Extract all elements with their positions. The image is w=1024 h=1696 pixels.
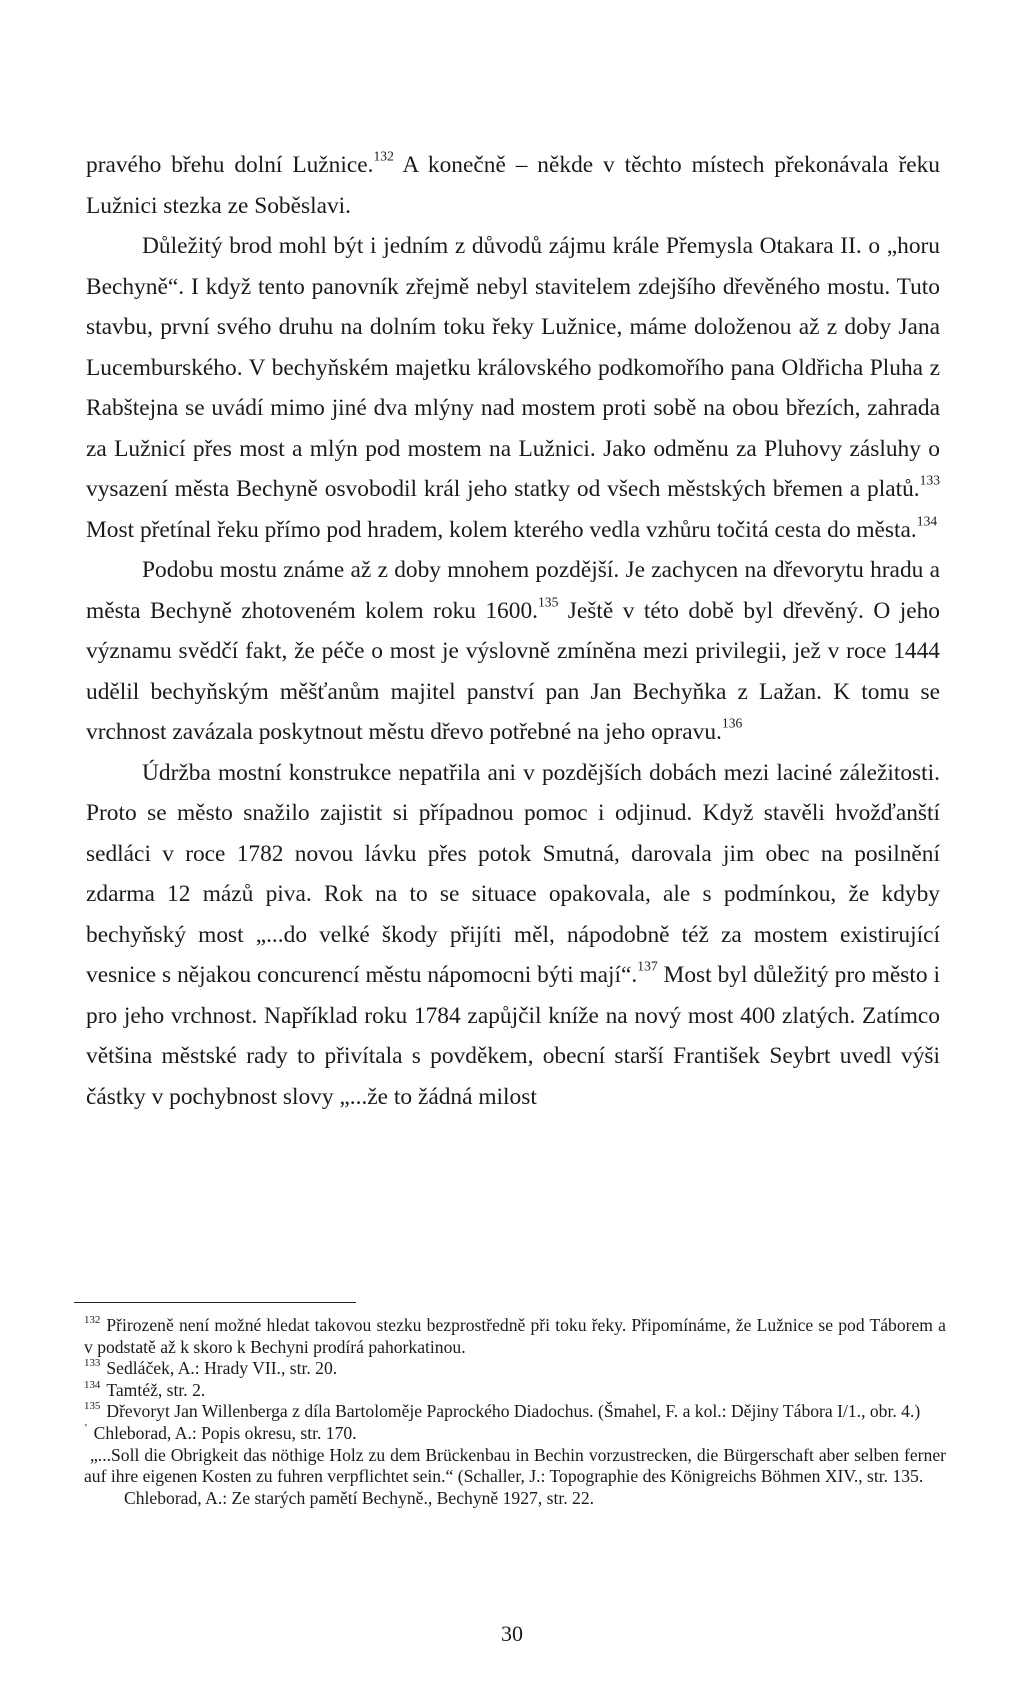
paragraph-1 (86, 145, 940, 226)
footnote-mark: 135 (84, 1400, 101, 1413)
footnote (84, 1315, 946, 1358)
footnote-mark: 133 (84, 1357, 101, 1370)
paragraph-text: Most byl důležitý pro město i pro jeho vrchnost. Například roku 1784 zapůjčil kníže na nový most 400 zlatých. Zatímco většina městské rady to přivítala s povděkem, obecní starší František Seybrt uvedl výši částky v pochybnost slovy „...že to žádná milost (86, 962, 941, 1110)
footnote-reference: 137 (637, 958, 658, 974)
footnote-text: „...Soll die Obrigkeit das nöthige Holz zu dem Brückenbau in Bechin vorzustrecken, die Bürgerschaft aber selben ferner auf ihre eigenen Kosten zu fuhren verpflichtet sein.“ (Schaller, J.: Topographie des Königreichs Böhmen XIV., str. 135. (84, 1444, 946, 1487)
footnote-text: Chleborad, A.: Ze starých pamětí Bechyně., Bechyně 1927, str. 22. (124, 1487, 595, 1508)
paragraph-text: Podobu mostu známe až z doby mnohem pozdější. Je zachycen na dřevorytu hradu a města Bechyně zhotoveném kolem roku 1600. (86, 557, 940, 624)
footnote (84, 1445, 946, 1488)
footnote-separator (74, 1302, 356, 1303)
footnote-text: Chleborad, A.: Popis okresu, str. 170. (93, 1422, 357, 1443)
footnote (84, 1423, 946, 1445)
footnote-mark: 134 (84, 1378, 101, 1391)
paragraph-3 (86, 550, 940, 753)
paragraph-text: Most přetínal řeku přímo pod hradem, kolem kterého vedla vzhůru točitá cesta do města. (86, 516, 917, 543)
footnote-mark: ’ (84, 1421, 88, 1434)
paragraph-4 (86, 753, 940, 1118)
paragraph-text: Údržba mostní konstrukce nepatřila ani v pozdějších dobách mezi laciné záležitosti. Proto se město snažilo zajistit si případnou pomoc i odjinud. Když stavěli hvožďanští sedláci v roce 1782 novou lávku přes potok Smutná, darovala jim obec na posilnění zdarma 12 mázů piva. Rok na to se situace opakovala, ale s podmínkou, že kdyby bechyňský most „...do velké škody přijíti měl, nápodobně též za mostem existirující vesnice s nějakou concurencí městu nápomocni býti mají“. (86, 759, 940, 988)
paragraph-text: A konečně – někde v těchto místech překonávala řeku Lužnici stezka ze Soběslavi. (86, 152, 941, 219)
footnote (84, 1380, 946, 1402)
paragraph-text: Důležitý brod mohl být i jedním z důvodů zájmu krále Přemysla Otakara II. o „horu Bechyně“. I když tento panovník zřejmě nebyl stavitelem zdejšího dřevěného mostu. Tuto stavbu, první svého druhu na dolním toku řeky Lužnice, máme doloženou až z doby Jana Lucemburského. V bechyňském majetku královského podkomořího pana Oldřicha Pluha z Rabštejna se uvádí mimo jiné dva mlýny nad mostem proti sobě na obou březích, zahrada za Lužnicí přes most a mlýn pod mostem na Lužnici. Jako odměnu za Pluhovy zásluhy o vysazení města Bechyně osvobodil král jeho statky od všech městských břemen a platů. (86, 233, 940, 502)
footnote-reference: 132 (373, 148, 394, 164)
footnote (84, 1401, 946, 1423)
body-text (86, 145, 940, 1117)
paragraph-2 (86, 226, 940, 550)
footnote-mark: 132 (84, 1313, 101, 1326)
page-number: 30 (501, 1621, 523, 1646)
footnote-text: Dřevoryt Jan Willenberga z díla Bartoloměje Paprockého Diadochus. (Šmahel, F. a kol.: Dějiny Tábora I/1., obr. 4.) (106, 1401, 921, 1422)
footnote-reference: 135 (538, 593, 559, 609)
footnote-text: Sedláček, A.: Hrady VII., str. 20. (106, 1358, 338, 1379)
footnote (84, 1488, 946, 1510)
footnote-text: Přirozeně není možné hledat takovou stezku bezprostředně při toku řeky. Připomínáme, že Lužnice se pod Táborem a v podstatě až k skoro k Bechyni prodírá pahorkatinou. (84, 1315, 946, 1357)
footnote-reference: 133 (919, 472, 940, 488)
footnote-text: Tamtéž, str. 2. (106, 1379, 206, 1400)
paragraph-text: pravého břehu dolní Lužnice. (86, 152, 374, 178)
footnote (84, 1358, 946, 1380)
footnote-reference: 134 (916, 512, 938, 528)
footnotes (84, 1315, 946, 1509)
footnote-reference: 136 (721, 715, 743, 731)
paragraph-text: Ještě v této době byl dřevěný. O jeho významu svědčí fakt, že péče o most je výslovně zmíněna mezi privilegii, jež v roce 1444 udělil bechyňským měšťanům majitel panství pan Jan Bechyňka z Lažan. K tomu se vrchnost zavázala poskytnout městu dřevo potřebné na jeho opravu. (86, 597, 940, 745)
